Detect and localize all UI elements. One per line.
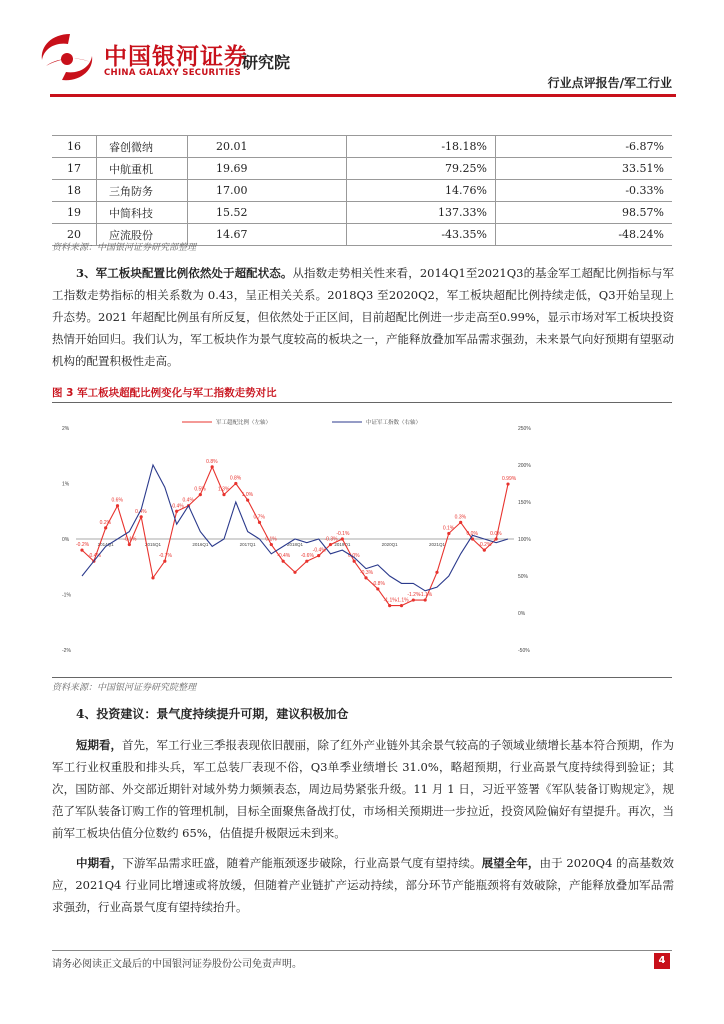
table-cell-v2: 79.25% bbox=[347, 158, 496, 180]
mid-term-lead: 中期看， bbox=[76, 856, 123, 870]
table-cell-v3: 33.51% bbox=[496, 158, 673, 180]
table-cell-v1: 19.69 bbox=[188, 158, 347, 180]
table-cell-v3: -6.87% bbox=[496, 136, 673, 158]
mid-term-paragraph bbox=[52, 852, 674, 918]
data-point bbox=[388, 604, 391, 607]
data-label: -0.3% bbox=[324, 536, 338, 543]
overweight-vs-index-chart bbox=[52, 404, 672, 674]
y-left-tick-label: 0% bbox=[62, 537, 70, 543]
legend-label: 军工超配比例（左轴） bbox=[216, 420, 272, 426]
data-point bbox=[353, 560, 356, 563]
data-point bbox=[104, 526, 107, 529]
table-cell-name: 中简科技 bbox=[97, 202, 188, 224]
data-label: -0.4% bbox=[277, 553, 291, 560]
table-cell-v1: 17.00 bbox=[188, 180, 347, 202]
data-label: -0.1% bbox=[123, 536, 137, 543]
section-3-paragraph bbox=[52, 262, 674, 372]
data-point bbox=[140, 515, 143, 518]
table-cell-name: 睿创微纳 bbox=[97, 136, 188, 158]
data-point bbox=[270, 543, 273, 546]
figure-title: 图 3 军工板块超配比例变化与军工指数走势对比 bbox=[52, 387, 277, 399]
y-left-tick-label: 2% bbox=[62, 426, 70, 432]
galaxy-logo-icon bbox=[32, 28, 102, 88]
y-left-tick-label: 1% bbox=[62, 481, 70, 488]
data-point bbox=[305, 560, 308, 563]
short-term-text: 首先，军工行业三季报表现依旧靓丽，除了红外产业链外其余景气较高的子领域业绩增长基本符合预期，作为军工行业权重股和排头兵，军工总装厂表现不俗，Q3单季业绩增长 31.0%，略超预期，行业高景气度持续得到验证；其次，国防部、外交部近期针对域外势力频频表态，周边局势紧张升级。11 月 1 日，习近平签署《军队装备订购规定》，规范了军队装备订购工作的管理机制，目标全面聚焦备战打仗，市场相关预期进一步拉近，投资风险偏好有望提升。再次，当前军工板块估值分位数约 65%，估值提升极限远未到来。 bbox=[52, 738, 674, 840]
data-point bbox=[163, 560, 166, 563]
table-cell-name: 中航重机 bbox=[97, 158, 188, 180]
data-label: -0.8% bbox=[371, 580, 385, 587]
data-label: -1.2% bbox=[407, 592, 421, 599]
data-point bbox=[329, 543, 332, 546]
data-label: -0.4% bbox=[170, 503, 184, 510]
table-cell-v2: -43.35% bbox=[347, 224, 496, 246]
data-label: 1.3% bbox=[218, 486, 230, 493]
short-term-lead: 短期看， bbox=[76, 738, 122, 752]
data-label: 0.6% bbox=[111, 497, 123, 504]
table-cell-v2: 14.76% bbox=[347, 180, 496, 202]
x-tick-label: 2021Q1 bbox=[429, 542, 446, 547]
data-label: -0.2% bbox=[478, 542, 492, 549]
data-point bbox=[246, 499, 249, 502]
table-row bbox=[52, 180, 672, 202]
data-label: 0.8% bbox=[206, 458, 218, 465]
table-cell-v3: -0.33% bbox=[496, 180, 673, 202]
data-label: 1.0% bbox=[241, 492, 254, 499]
data-point bbox=[222, 493, 225, 496]
figure-top-rule bbox=[52, 402, 672, 403]
table-cell-rank: 16 bbox=[52, 136, 97, 158]
data-label: -0.6% bbox=[300, 553, 314, 560]
data-point bbox=[412, 598, 415, 601]
data-point bbox=[506, 482, 509, 485]
full-year-text: 由于 2020Q4 的高基数效应，2021Q4 行业同比增速或将放缓，但随着产业链扩产运动持续，部分环节产能瓶颈将有效破除，产能释放叠加军品需求强劲，行业高景气度有望持续抬升。 bbox=[52, 856, 675, 914]
data-point bbox=[80, 549, 83, 552]
data-label: 0.0% bbox=[348, 553, 360, 560]
footer-divider bbox=[52, 950, 672, 951]
table-cell-rank: 20 bbox=[52, 224, 97, 246]
brand-name-en: CHINA GALAXY SECURITIES bbox=[104, 68, 241, 78]
data-label: 0.5% bbox=[194, 486, 206, 493]
data-label: 0.0% bbox=[490, 531, 502, 537]
x-tick-label: 2016Q1 bbox=[192, 542, 209, 547]
y-left-tick-label: -2% bbox=[62, 648, 71, 654]
data-point bbox=[317, 554, 320, 557]
y-left-tick-label: -1% bbox=[62, 592, 71, 599]
data-point bbox=[199, 493, 202, 496]
x-tick-label: 2017Q1 bbox=[239, 542, 256, 547]
data-point bbox=[128, 543, 131, 546]
data-point bbox=[341, 537, 344, 540]
table-cell-v3: 98.57% bbox=[496, 202, 673, 224]
data-label: 0.0% bbox=[466, 531, 478, 537]
data-label: -0.1% bbox=[336, 531, 350, 537]
data-point bbox=[400, 604, 403, 607]
table-cell-rank: 17 bbox=[52, 158, 97, 180]
y-right-tick-label: -50% bbox=[518, 648, 530, 654]
x-tick-label: 2019Q1 bbox=[334, 542, 351, 547]
data-point bbox=[293, 571, 296, 574]
table-cell-rank: 18 bbox=[52, 180, 97, 202]
data-point bbox=[435, 571, 438, 574]
data-point bbox=[151, 576, 154, 579]
x-tick-label: 2020Q1 bbox=[381, 542, 398, 547]
x-tick-label: 2015Q1 bbox=[145, 542, 162, 547]
table-row bbox=[52, 158, 672, 180]
section-3-lead: 3、军工板块配置比例依然处于超配状态。 bbox=[76, 266, 293, 280]
table-cell-v3: -48.24% bbox=[496, 224, 673, 246]
table-cell-rank: 19 bbox=[52, 202, 97, 224]
disclaimer-notice: 请务必阅读正文最后的中国银河证券股份公司免责声明。 bbox=[52, 959, 302, 970]
x-tick-label: 2014Q1 bbox=[97, 542, 114, 547]
data-point bbox=[447, 532, 450, 535]
table-row bbox=[52, 136, 672, 158]
data-label: -0.7% bbox=[158, 553, 172, 560]
data-label: -0.4% bbox=[312, 547, 326, 554]
data-point bbox=[364, 576, 367, 579]
table-source: 资料来源：中国银河证券研究部整理 bbox=[52, 243, 197, 253]
data-label: -0.2% bbox=[76, 542, 90, 549]
y-right-tick-label: 0% bbox=[518, 611, 526, 617]
data-label: -0.4% bbox=[87, 553, 101, 560]
mid-term-text: 下游军品需求旺盛，随着产能瓶颈逐步破除，行业高景气度有望持续。 bbox=[122, 856, 482, 870]
table-cell-name: 应流股份 bbox=[97, 224, 188, 246]
data-point bbox=[459, 521, 462, 524]
data-point bbox=[495, 537, 498, 540]
data-point bbox=[211, 465, 214, 468]
data-point bbox=[258, 521, 261, 524]
series-line-0 bbox=[82, 467, 508, 606]
table-cell-v1: 20.01 bbox=[188, 136, 347, 158]
data-point bbox=[424, 598, 427, 601]
data-point bbox=[116, 504, 119, 507]
data-label: 0.1% bbox=[442, 525, 455, 532]
data-label: 0.7% bbox=[253, 514, 265, 521]
data-label: -0.3% bbox=[360, 569, 374, 576]
header-divider bbox=[50, 94, 676, 97]
y-right-tick-label: 50% bbox=[518, 574, 529, 580]
data-label: -1.1% bbox=[419, 592, 433, 599]
institute-label: 研究院 bbox=[242, 53, 291, 72]
y-right-tick-label: 250% bbox=[518, 426, 531, 432]
data-point bbox=[175, 510, 178, 513]
table-cell-v2: -18.18% bbox=[347, 136, 496, 158]
data-label: -1.1% bbox=[383, 597, 397, 604]
data-label: -1.1% bbox=[395, 597, 409, 604]
table-cell-v1: 14.67 bbox=[188, 224, 347, 246]
data-label: 0.1% bbox=[265, 536, 277, 543]
legend-label: 中证军工指数（右轴） bbox=[366, 420, 422, 426]
full-year-lead: 展望全年， bbox=[481, 856, 540, 870]
data-point bbox=[234, 482, 237, 485]
data-point bbox=[282, 560, 285, 563]
y-right-tick-label: 150% bbox=[518, 500, 531, 506]
y-right-tick-label: 200% bbox=[518, 463, 531, 469]
data-label: 0.2% bbox=[99, 519, 112, 526]
page-number: 4 bbox=[654, 953, 670, 969]
data-label: 0.4% bbox=[135, 508, 147, 515]
data-label: 0.4% bbox=[182, 497, 194, 504]
table-row bbox=[52, 202, 672, 224]
data-point bbox=[483, 549, 486, 552]
data-label: 0.99% bbox=[502, 476, 517, 483]
y-right-tick-label: 100% bbox=[518, 537, 531, 543]
figure-bottom-rule bbox=[52, 677, 672, 678]
table-cell-v2: 137.33% bbox=[347, 202, 496, 224]
data-label: 0.8% bbox=[229, 475, 242, 482]
table-cell-v1: 15.52 bbox=[188, 202, 347, 224]
figure-source: 资料来源：中国银河证券研究院整理 bbox=[52, 683, 197, 693]
data-point bbox=[376, 587, 379, 590]
x-tick-label: 2018Q1 bbox=[287, 542, 304, 547]
section-3-text: 从指数走势相关性来看，2014Q1至2021Q3的基金军工超配比例指标与军工指数走势指标的相关系数为 0.43，呈正相关关系。2018Q3 至2020Q2，军工板块超配比例持续走低，Q3开始呈现上升态势。2021 年超配比例虽有所反复，但依然处于正区间，目前超配比例进一步走高至0.99%，显示市场对军工板块投资热情开始回归。我们认为，军工板块作为景气度较高的板块之一，产能释放叠加军品需求强劲，未来景气向好预期有望驱动机构的配置积极性走高。 bbox=[52, 266, 674, 368]
short-term-paragraph bbox=[52, 734, 674, 844]
report-type: 行业点评报告/军工行业 bbox=[547, 76, 672, 90]
table-cell-name: 三角防务 bbox=[97, 180, 188, 202]
brand-name-cn: 中国银河证券 bbox=[104, 44, 248, 70]
ranking-table bbox=[52, 135, 672, 246]
section-4-heading: 4、投资建议：景气度持续提升可期，建议积极加仓 bbox=[76, 707, 349, 721]
data-label: 0.3% bbox=[454, 514, 467, 521]
